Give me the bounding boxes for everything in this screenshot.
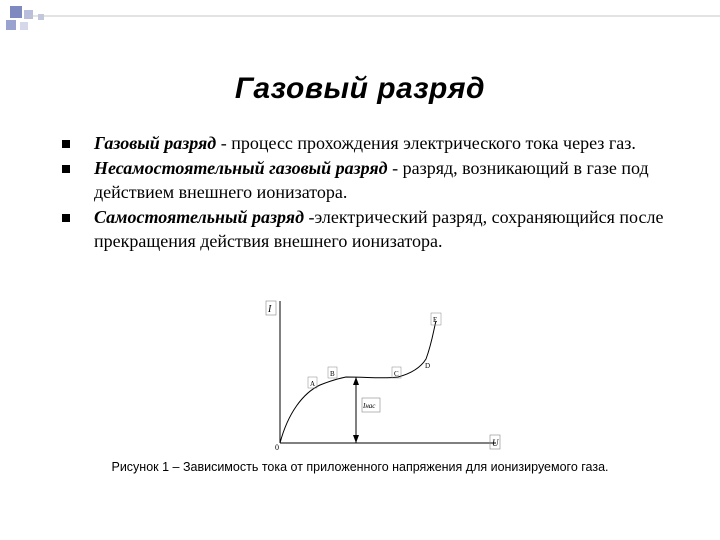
saturation-label: Iнас <box>363 402 376 410</box>
bullet-item <box>60 156 700 204</box>
bullet-item <box>60 205 700 253</box>
square-bullet-icon <box>62 214 70 222</box>
bullet-text: - процесс прохождения электрического тока через газ. <box>216 133 636 153</box>
point-a-label: A <box>310 380 316 388</box>
square-bullet-icon <box>62 140 70 148</box>
square-bullet-icon <box>62 165 70 173</box>
point-c-label: C <box>394 370 399 378</box>
bullet-item <box>60 131 700 155</box>
current-voltage-diagram <box>258 293 508 453</box>
bullet-term: Несамостоятельный газовый разряд <box>94 158 388 178</box>
bullet-text: - разряд, возникающий в газе под действием внешнего ионизатора. <box>94 158 649 202</box>
y-axis-label: I <box>268 304 272 315</box>
current-voltage-curve <box>280 321 436 443</box>
slide-title: Газовый разряд <box>234 72 486 106</box>
point-d-label: D <box>425 362 431 370</box>
figure-caption: Рисунок 1 – Зависимость тока от приложенного напряжения для ионизируемого газа. <box>111 460 609 474</box>
corner-decoration <box>0 0 720 40</box>
point-e-label: E <box>433 316 438 324</box>
bullet-term: Самостоятельный разряд <box>94 207 304 227</box>
origin-label: 0 <box>275 443 279 452</box>
point-b-label: B <box>330 370 335 378</box>
bullet-list <box>60 131 700 254</box>
bullet-term: Газовый разряд <box>94 133 217 153</box>
bullet-text: -электрический разряд, сохраняющийся после прекращения действия внешнего ионизатора. <box>94 207 664 251</box>
x-axis-label: U <box>492 438 499 448</box>
